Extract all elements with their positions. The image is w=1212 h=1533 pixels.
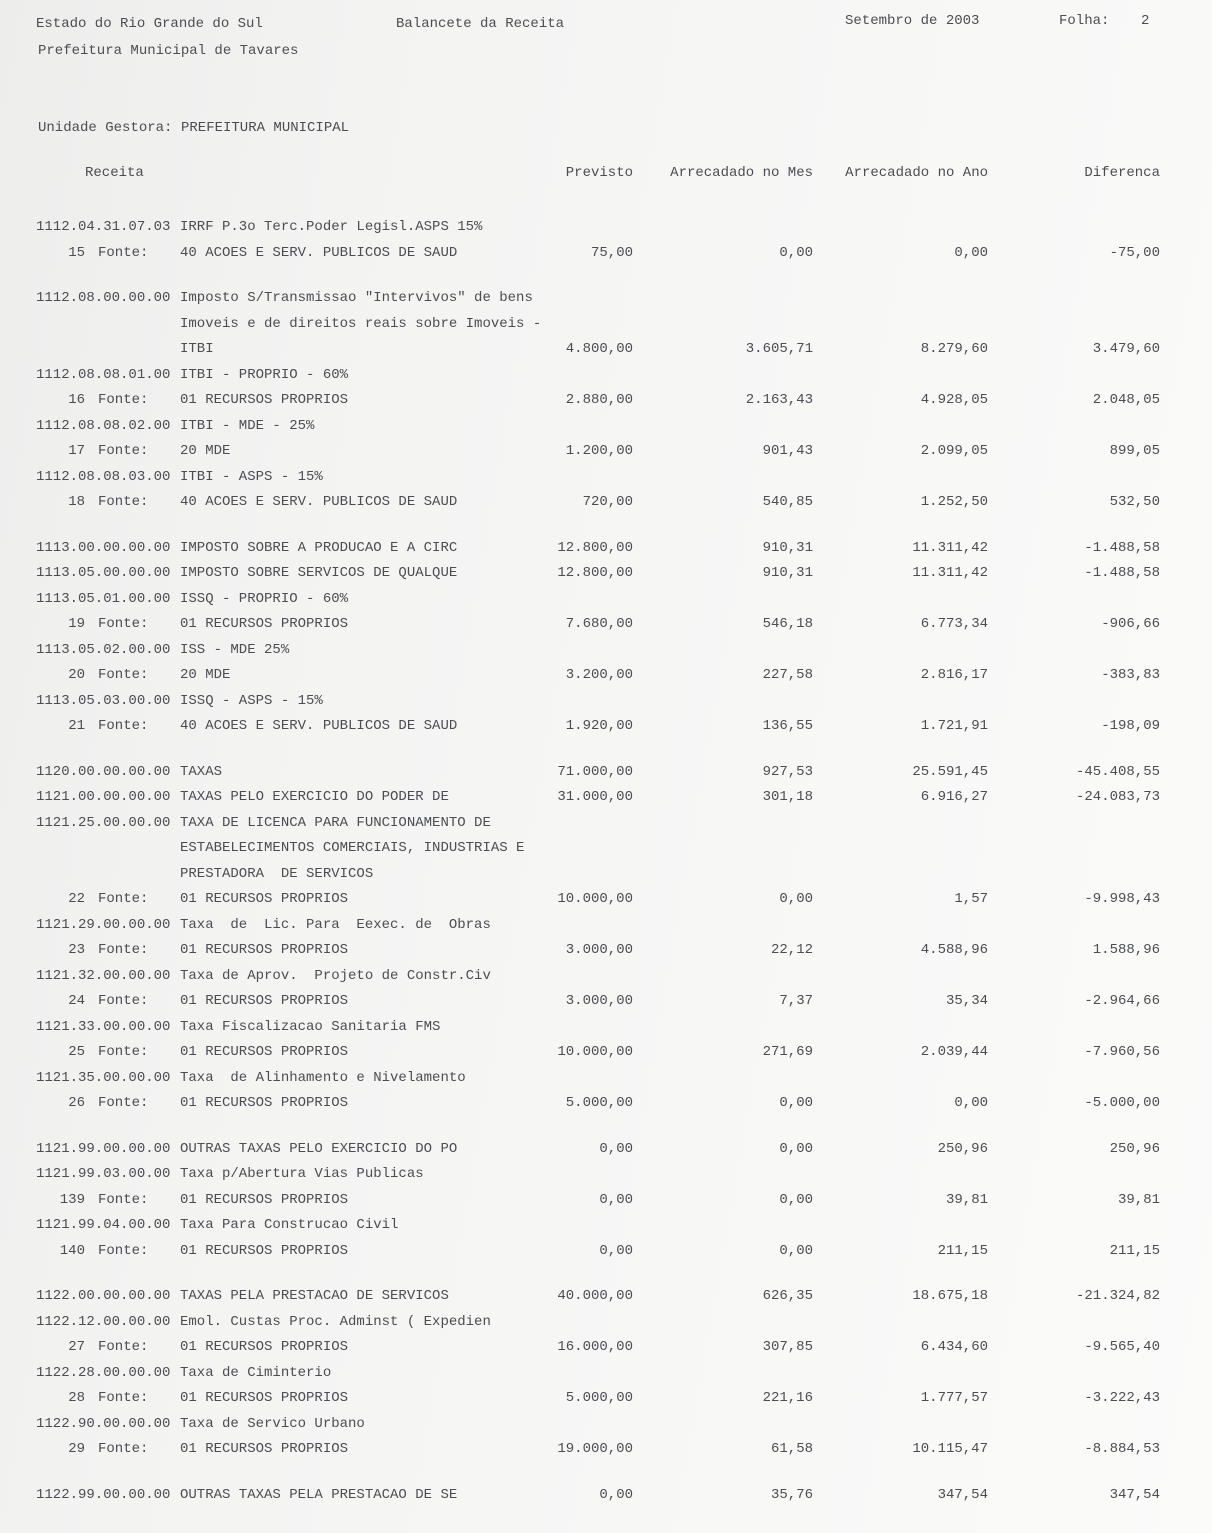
- cell-diferenca: -2.964,66: [1084, 993, 1160, 1009]
- cell-diferenca: 39,81: [1117, 1191, 1160, 1208]
- row-code: 1113.05.01.00.00: [36, 590, 171, 607]
- table-row: [0, 241, 1212, 267]
- cell-previsto: 3.200,00: [565, 667, 633, 683]
- fonte-label: Fonte:: [98, 1191, 149, 1208]
- cell-diferenca: -383,83: [1101, 667, 1160, 683]
- row-description: 40 ACOES E SERV. PUBLICOS DE SAUD: [180, 718, 458, 734]
- row-code: 1121.25.00.00.00: [36, 814, 171, 831]
- fonte-label: Fonte:: [98, 244, 149, 261]
- cell-diferenca: 211,15: [1109, 1242, 1160, 1259]
- cell-arrecadado-mes: 0,00: [779, 891, 813, 907]
- cell-arrecadado-ano: 1.252,50: [920, 494, 988, 510]
- column-header-previsto: Previsto: [565, 165, 633, 181]
- cell-arrecadado-mes: 35,76: [770, 1486, 813, 1503]
- cell-arrecadado-mes: 0,00: [779, 1095, 813, 1111]
- table-row: [0, 1483, 1212, 1509]
- row-description: ITBI - PROPRIO - 60%: [180, 366, 349, 383]
- fonte-label: Fonte:: [98, 1095, 149, 1111]
- row-description: Taxa Para Construcao Civil: [180, 1217, 399, 1233]
- cell-diferenca: -1.488,58: [1084, 565, 1160, 581]
- row-code: 1112.08.08.02.00: [36, 417, 171, 434]
- row-description: Imposto S/Transmissao "Intervivos" de bens: [180, 290, 533, 306]
- cell-arrecadado-ano: 11.311,42: [912, 539, 988, 556]
- table-row: [0, 1284, 1212, 1310]
- fonte-number: 26: [68, 1095, 85, 1111]
- table-row: [0, 1239, 1212, 1265]
- cell-arrecadado-mes: 626,35: [762, 1288, 813, 1304]
- table-row: [0, 1066, 1212, 1092]
- cell-arrecadado-mes: 301,18: [762, 789, 813, 805]
- cell-previsto: 10.000,00: [557, 1044, 633, 1060]
- cell-arrecadado-mes: 910,31: [762, 565, 813, 581]
- cell-arrecadado-mes: 0,00: [779, 1191, 813, 1208]
- report-period: Setembro de 2003: [845, 13, 980, 29]
- fonte-label: Fonte:: [98, 718, 149, 734]
- row-code: 1112.08.00.00.00: [36, 290, 171, 306]
- cell-diferenca: -24.083,73: [1075, 789, 1160, 805]
- cell-previsto: 1.920,00: [565, 718, 633, 734]
- cell-diferenca: -9.565,40: [1084, 1339, 1160, 1355]
- table-row: [0, 561, 1212, 587]
- cell-previsto: 16.000,00: [557, 1339, 633, 1355]
- table-row: [0, 887, 1212, 913]
- table-row: [0, 1213, 1212, 1239]
- row-description: 01 RECURSOS PROPRIOS: [180, 1044, 349, 1060]
- table-row: [0, 1040, 1212, 1066]
- table-row: [0, 388, 1212, 414]
- table-row: [0, 836, 1212, 862]
- row-description: ITBI: [180, 341, 214, 357]
- cell-arrecadado-ano: 6.773,34: [920, 616, 988, 632]
- table-row: [0, 1137, 1212, 1163]
- cell-previsto: 12.800,00: [557, 539, 633, 556]
- fonte-label: Fonte:: [98, 1044, 149, 1060]
- cell-arrecadado-mes: 2.163,43: [745, 392, 813, 408]
- cell-arrecadado-mes: 227,58: [762, 667, 813, 683]
- row-description: ISSQ - PROPRIO - 60%: [180, 590, 349, 607]
- cell-arrecadado-ano: 1,57: [954, 891, 988, 907]
- cell-arrecadado-ano: 18.675,18: [912, 1288, 988, 1304]
- cell-arrecadado-ano: 6.434,60: [920, 1339, 988, 1355]
- cell-arrecadado-ano: 211,15: [937, 1242, 988, 1259]
- row-description: Imoveis e de direitos reais sobre Imoveis -: [180, 315, 542, 332]
- table-row: [0, 714, 1212, 740]
- row-description: ESTABELECIMENTOS COMERCIAIS, INDUSTRIAS E: [180, 840, 525, 856]
- cell-previsto: 12.800,00: [557, 565, 633, 581]
- fonte-number: 140: [59, 1242, 85, 1259]
- row-description: OUTRAS TAXAS PELO EXERCICIO DO PO: [180, 1140, 458, 1157]
- table-row: [0, 215, 1212, 241]
- row-description: 40 ACOES E SERV. PUBLICOS DE SAUD: [180, 244, 458, 261]
- row-description: TAXAS PELA PRESTACAO DE SERVICOS: [180, 1288, 449, 1304]
- cell-arrecadado-mes: 271,69: [762, 1044, 813, 1060]
- fonte-number: 17: [68, 443, 85, 459]
- fonte-label: Fonte:: [98, 891, 149, 907]
- table-row: [0, 439, 1212, 465]
- cell-arrecadado-ano: 250,96: [937, 1140, 988, 1157]
- row-description: 01 RECURSOS PROPRIOS: [180, 1095, 349, 1111]
- cell-previsto: 5.000,00: [565, 1390, 633, 1406]
- cell-diferenca: -45.408,55: [1075, 763, 1160, 780]
- row-code: 1121.32.00.00.00: [36, 967, 171, 984]
- row-code: 1121.99.04.00.00: [36, 1217, 171, 1233]
- fonte-label: Fonte:: [98, 1242, 149, 1259]
- cell-arrecadado-mes: 0,00: [779, 244, 813, 261]
- row-description: 40 ACOES E SERV. PUBLICOS DE SAUD: [180, 494, 458, 510]
- row-code: 1122.99.00.00.00: [36, 1486, 171, 1503]
- table-row: [0, 689, 1212, 715]
- org-name-municipality: Prefeitura Municipal de Tavares: [38, 43, 299, 59]
- row-code: 1122.12.00.00.00: [36, 1313, 171, 1330]
- cell-diferenca: -21.324,82: [1075, 1288, 1160, 1304]
- cell-diferenca: -906,66: [1101, 616, 1160, 632]
- row-description: 01 RECURSOS PROPRIOS: [180, 392, 349, 408]
- cell-arrecadado-mes: 0,00: [779, 1140, 813, 1157]
- cell-arrecadado-mes: 307,85: [762, 1339, 813, 1355]
- row-description: TAXAS: [180, 763, 223, 780]
- row-description: 20 MDE: [180, 667, 231, 683]
- row-description: IMPOSTO SOBRE A PRODUCAO E A CIRC: [180, 539, 458, 556]
- table-row: [0, 1091, 1212, 1117]
- fonte-number: 28: [68, 1390, 85, 1406]
- cell-arrecadado-mes: 221,16: [762, 1390, 813, 1406]
- row-description: OUTRAS TAXAS PELA PRESTACAO DE SE: [180, 1486, 458, 1503]
- cell-diferenca: -1.488,58: [1084, 539, 1160, 556]
- cell-diferenca: -9.998,43: [1084, 891, 1160, 907]
- cell-arrecadado-ano: 0,00: [954, 244, 988, 261]
- cell-previsto: 5.000,00: [565, 1095, 633, 1111]
- row-code: 1122.28.00.00.00: [36, 1364, 171, 1381]
- fonte-number: 29: [68, 1441, 85, 1457]
- row-description: Taxa de Aprov. Projeto de Constr.Civ: [180, 967, 491, 984]
- row-description: 01 RECURSOS PROPRIOS: [180, 891, 349, 907]
- cell-arrecadado-ano: 2.039,44: [920, 1044, 988, 1060]
- row-code: 1121.99.03.00.00: [36, 1166, 171, 1182]
- fonte-number: 23: [68, 942, 85, 958]
- cell-previsto: 3.000,00: [565, 993, 633, 1009]
- row-description: Taxa de Servico Urbano: [180, 1415, 365, 1432]
- fonte-label: Fonte:: [98, 993, 149, 1009]
- cell-diferenca: 3.479,60: [1092, 341, 1160, 357]
- table-row: [0, 913, 1212, 939]
- cell-arrecadado-mes: 136,55: [762, 718, 813, 734]
- fonte-number: 25: [68, 1044, 85, 1060]
- cell-arrecadado-ano: 10.115,47: [912, 1441, 988, 1457]
- fonte-number: 27: [68, 1339, 85, 1355]
- cell-previsto: 4.800,00: [565, 341, 633, 357]
- report-title: Balancete da Receita: [396, 16, 565, 32]
- fonte-number: 16: [68, 392, 85, 408]
- table-row: [0, 363, 1212, 389]
- row-description: IMPOSTO SOBRE SERVICOS DE QUALQUE: [180, 565, 458, 581]
- row-code: 1113.05.02.00.00: [36, 641, 171, 658]
- row-code: 1121.00.00.00.00: [36, 789, 171, 805]
- row-description: Taxa p/Abertura Vias Publicas: [180, 1166, 424, 1182]
- fonte-label: Fonte:: [98, 942, 149, 958]
- org-name-state: Estado do Rio Grande do Sul: [36, 16, 263, 32]
- cell-previsto: 0,00: [599, 1486, 633, 1503]
- cell-arrecadado-mes: 22,12: [770, 942, 813, 958]
- fonte-label: Fonte:: [98, 667, 149, 683]
- cell-arrecadado-ano: 35,34: [945, 993, 988, 1009]
- fonte-number: 22: [68, 891, 85, 907]
- fonte-label: Fonte:: [98, 1339, 149, 1355]
- table-row: [0, 587, 1212, 613]
- fonte-number: 24: [68, 993, 85, 1009]
- managing-unit-value: PREFEITURA MUNICIPAL: [181, 120, 350, 136]
- cell-previsto: 19.000,00: [557, 1441, 633, 1457]
- table-row: [0, 785, 1212, 811]
- fonte-number: 19: [68, 616, 85, 632]
- row-description: 01 RECURSOS PROPRIOS: [180, 1242, 349, 1259]
- cell-diferenca: 250,96: [1109, 1140, 1160, 1157]
- cell-previsto: 1.200,00: [565, 443, 633, 459]
- cell-arrecadado-ano: 0,00: [954, 1095, 988, 1111]
- cell-arrecadado-mes: 3.605,71: [745, 341, 813, 357]
- cell-diferenca: 347,54: [1109, 1486, 1160, 1503]
- page-number-value: 2: [1141, 13, 1150, 29]
- cell-arrecadado-ano: 39,81: [945, 1191, 988, 1208]
- row-code: 1112.08.08.03.00: [36, 468, 171, 485]
- cell-diferenca: -8.884,53: [1084, 1441, 1160, 1457]
- cell-diferenca: -3.222,43: [1084, 1390, 1160, 1406]
- cell-diferenca: 532,50: [1109, 494, 1160, 510]
- table-row: [0, 1412, 1212, 1438]
- cell-arrecadado-mes: 546,18: [762, 616, 813, 632]
- cell-previsto: 2.880,00: [565, 392, 633, 408]
- column-header-diferenca: Diferenca: [1084, 165, 1160, 181]
- cell-arrecadado-ano: 8.279,60: [920, 341, 988, 357]
- report-table-body: [0, 215, 1212, 1508]
- cell-previsto: 40.000,00: [557, 1288, 633, 1304]
- table-row: [0, 938, 1212, 964]
- table-row: [0, 862, 1212, 888]
- cell-arrecadado-ano: 25.591,45: [912, 763, 988, 780]
- cell-diferenca: -198,09: [1101, 718, 1160, 734]
- row-description: Taxa de Lic. Para Eexec. de Obras: [180, 916, 491, 933]
- table-row: [0, 1386, 1212, 1412]
- cell-diferenca: -7.960,56: [1084, 1044, 1160, 1060]
- cell-arrecadado-ano: 347,54: [937, 1486, 988, 1503]
- row-description: TAXA DE LICENCA PARA FUNCIONAMENTO DE: [180, 814, 491, 831]
- row-description: ISSQ - ASPS - 15%: [180, 692, 323, 709]
- column-header-arrecadado-ano: Arrecadado no Ano: [845, 165, 988, 181]
- row-code: 1113.00.00.00.00: [36, 539, 171, 556]
- cell-previsto: 71.000,00: [557, 763, 633, 780]
- cell-arrecadado-ano: 1.777,57: [920, 1390, 988, 1406]
- cell-previsto: 10.000,00: [557, 891, 633, 907]
- cell-diferenca: 2.048,05: [1092, 392, 1160, 408]
- table-row: [0, 337, 1212, 363]
- cell-previsto: 7.680,00: [565, 616, 633, 632]
- fonte-label: Fonte:: [98, 1390, 149, 1406]
- table-row: [0, 811, 1212, 837]
- cell-arrecadado-ano: 4.588,96: [920, 942, 988, 958]
- row-code: 1113.05.00.00.00: [36, 565, 171, 581]
- cell-arrecadado-mes: 927,53: [762, 763, 813, 780]
- fonte-number: 21: [68, 718, 85, 734]
- row-description: ITBI - ASPS - 15%: [180, 468, 323, 485]
- row-code: 1121.99.00.00.00: [36, 1140, 171, 1157]
- row-description: 01 RECURSOS PROPRIOS: [180, 1339, 349, 1355]
- table-row: [0, 1310, 1212, 1336]
- row-description: 01 RECURSOS PROPRIOS: [180, 993, 349, 1009]
- row-description: 01 RECURSOS PROPRIOS: [180, 616, 349, 632]
- cell-arrecadado-ano: 4.928,05: [920, 392, 988, 408]
- column-header-arrecadado-mes: Arrecadado no Mes: [670, 165, 813, 181]
- cell-diferenca: -5.000,00: [1084, 1095, 1160, 1111]
- cell-arrecadado-ano: 2.816,17: [920, 667, 988, 683]
- table-row: [0, 465, 1212, 491]
- page-number-label: Folha:: [1059, 13, 1110, 29]
- table-row: [0, 490, 1212, 516]
- cell-previsto: 0,00: [599, 1242, 633, 1259]
- fonte-label: Fonte:: [98, 616, 149, 632]
- table-row: [0, 312, 1212, 338]
- table-row: [0, 536, 1212, 562]
- table-row: [0, 638, 1212, 664]
- cell-arrecadado-mes: 61,58: [770, 1441, 813, 1457]
- row-code: 1112.08.08.01.00: [36, 366, 171, 383]
- table-row: [0, 1162, 1212, 1188]
- row-description: Taxa de Alinhamento e Nivelamento: [180, 1069, 466, 1086]
- row-description: ITBI - MDE - 25%: [180, 417, 315, 434]
- cell-diferenca: -75,00: [1109, 244, 1160, 261]
- row-description: 01 RECURSOS PROPRIOS: [180, 942, 349, 958]
- row-code: 1112.04.31.07.03: [36, 219, 171, 235]
- cell-arrecadado-ano: 11.311,42: [912, 565, 988, 581]
- cell-arrecadado-mes: 910,31: [762, 539, 813, 556]
- row-description: PRESTADORA DE SERVICOS: [180, 865, 374, 882]
- row-description: 01 RECURSOS PROPRIOS: [180, 1191, 349, 1208]
- table-row: [0, 989, 1212, 1015]
- row-code: 1121.35.00.00.00: [36, 1069, 171, 1086]
- table-row: [0, 964, 1212, 990]
- cell-previsto: 3.000,00: [565, 942, 633, 958]
- managing-unit-label: Unidade Gestora:: [38, 120, 173, 136]
- table-row: [0, 1015, 1212, 1041]
- cell-arrecadado-mes: 7,37: [779, 993, 813, 1009]
- fonte-number: 15: [68, 244, 85, 261]
- row-description: Taxa Fiscalizacao Sanitaria FMS: [180, 1018, 441, 1035]
- cell-previsto: 0,00: [599, 1191, 633, 1208]
- row-description: 01 RECURSOS PROPRIOS: [180, 1390, 349, 1406]
- row-code: 1113.05.03.00.00: [36, 692, 171, 709]
- cell-arrecadado-ano: 2.099,05: [920, 443, 988, 459]
- cell-arrecadado-ano: 6.916,27: [920, 789, 988, 805]
- cell-arrecadado-mes: 901,43: [762, 443, 813, 459]
- column-header-receita: Receita: [85, 165, 144, 181]
- row-description: TAXAS PELO EXERCICIO DO PODER DE: [180, 789, 449, 805]
- row-description: 20 MDE: [180, 443, 231, 459]
- cell-previsto: 75,00: [590, 244, 633, 261]
- table-row: [0, 663, 1212, 689]
- table-row: [0, 1437, 1212, 1463]
- cell-previsto: 720,00: [582, 494, 633, 510]
- row-code: 1122.90.00.00.00: [36, 1415, 171, 1432]
- row-description: IRRF P.3o Terc.Poder Legisl.ASPS 15%: [180, 219, 483, 235]
- table-row: [0, 286, 1212, 312]
- row-code: 1122.00.00.00.00: [36, 1288, 171, 1304]
- cell-arrecadado-mes: 540,85: [762, 494, 813, 510]
- table-row: [0, 760, 1212, 786]
- row-description: ISS - MDE 25%: [180, 641, 290, 658]
- fonte-number: 139: [59, 1191, 85, 1208]
- fonte-number: 18: [68, 494, 85, 510]
- table-row: [0, 1335, 1212, 1361]
- cell-previsto: 31.000,00: [557, 789, 633, 805]
- row-code: 1120.00.00.00.00: [36, 763, 171, 780]
- table-row: [0, 612, 1212, 638]
- table-row: [0, 1361, 1212, 1387]
- fonte-label: Fonte:: [98, 494, 149, 510]
- row-code: 1121.29.00.00.00: [36, 916, 171, 933]
- fonte-number: 20: [68, 667, 85, 683]
- table-row: [0, 414, 1212, 440]
- row-description: Taxa de Ciminterio: [180, 1364, 332, 1381]
- cell-diferenca: 1.588,96: [1092, 942, 1160, 958]
- fonte-label: Fonte:: [98, 1441, 149, 1457]
- cell-arrecadado-mes: 0,00: [779, 1242, 813, 1259]
- fonte-label: Fonte:: [98, 443, 149, 459]
- cell-diferenca: 899,05: [1109, 443, 1160, 459]
- table-column-headers: [0, 160, 1212, 186]
- cell-arrecadado-ano: 1.721,91: [920, 718, 988, 734]
- row-description: 01 RECURSOS PROPRIOS: [180, 1441, 349, 1457]
- table-row: [0, 1188, 1212, 1214]
- cell-previsto: 0,00: [599, 1140, 633, 1157]
- fonte-label: Fonte:: [98, 392, 149, 408]
- row-description: Emol. Custas Proc. Adminst ( Expedien: [180, 1313, 491, 1330]
- row-code: 1121.33.00.00.00: [36, 1018, 171, 1035]
